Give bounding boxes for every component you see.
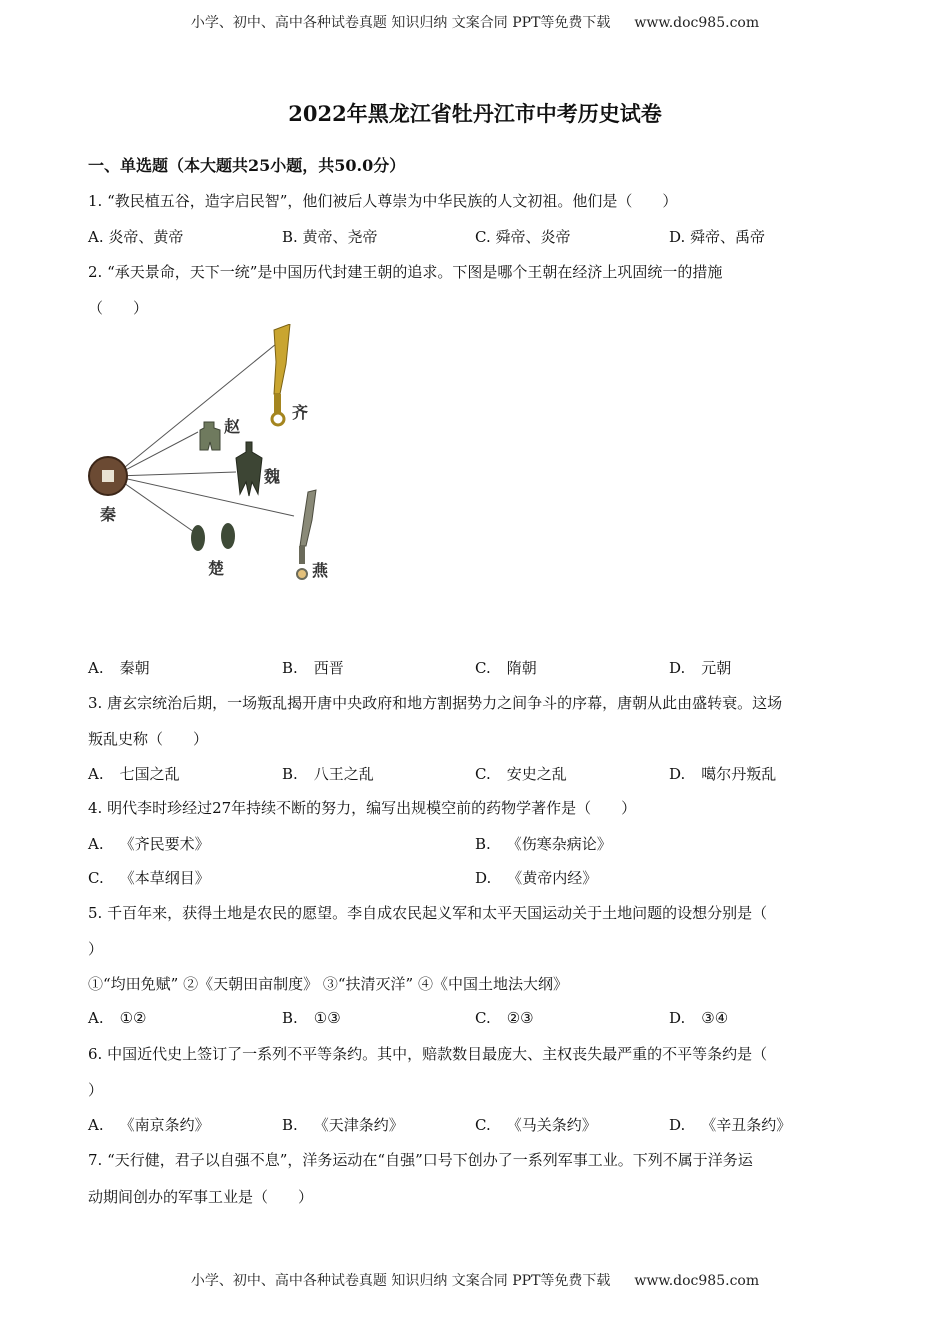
q7-stem-line2: 动期间创办的军事工业是（ ） — [88, 1188, 314, 1206]
label-zhao: 赵 — [224, 417, 241, 436]
q5-stem-line1: 5. 千百年来，获得土地是农民的愿望。李自成农民起义军和太平天国运动关于土地问题的设想分别是（ — [88, 904, 768, 922]
q6-stem-line2: ） — [88, 1081, 104, 1099]
q5-option-b: B. ①③ — [282, 1009, 341, 1027]
footer-text: 小学、初中、高中各种试卷真题 知识归纳 文案合同 PPT等免费下载 — [190, 1273, 611, 1289]
page-header — [0, 12, 950, 32]
q3-option-c: C. 安史之乱 — [475, 765, 567, 783]
q3-stem-line1: 3. 唐玄宗统治后期，一场叛乱揭开唐中央政府和地方割据势力之间争斗的序幕，唐朝从此由盛转衰。这场 — [88, 694, 783, 712]
q6-option-d: D. 《辛丑条约》 — [669, 1116, 792, 1134]
q6-option-a: A. 《南京条约》 — [88, 1116, 210, 1134]
label-wei: 魏 — [264, 467, 281, 486]
header-text: 小学、初中、高中各种试卷真题 知识归纳 文案合同 PPT等免费下载 — [190, 15, 611, 31]
q3-option-b: B. 八王之乱 — [282, 765, 374, 783]
q2-option-b: B. 西晋 — [282, 659, 344, 677]
warring-states-coins-figure — [86, 324, 346, 594]
exam-title: 2022年黑龙江省牡丹江市中考历史试卷 — [288, 101, 662, 126]
q2-stem-line1: 2. “承天景命，天下一统”是中国历代封建王朝的追求。下图是哪个王朝在经济上巩固统一的措施 — [88, 263, 723, 281]
q2-option-c: C. 隋朝 — [475, 659, 537, 677]
q2-stem-line2: （ ） — [88, 299, 149, 317]
q1-option-a: A. 炎帝、黄帝 — [88, 228, 184, 246]
label-qi: 齐 — [292, 403, 309, 422]
zhao-spade-coin — [200, 422, 220, 450]
section-heading: 一、单选题（本大题共25小题，共50.0分） — [88, 156, 406, 175]
page-footer — [0, 1270, 950, 1290]
qi-knife-coin — [272, 324, 290, 425]
q5-option-a: A. ①② — [88, 1009, 147, 1027]
chu-ant-nose-coins — [191, 523, 235, 551]
header-url[interactable]: www.doc985.com — [634, 15, 760, 31]
q2-option-a: A. 秦朝 — [88, 659, 150, 677]
q6-stem-line1: 6. 中国近代史上签订了一系列不平等条约。其中，赔款数目最庞大、主权丧失最严重的不平等条约是（ — [88, 1045, 768, 1063]
footer-url[interactable]: www.doc985.com — [634, 1273, 760, 1289]
q5-stem-line2: ） — [88, 940, 104, 958]
q4-option-d: D. 《黄帝内经》 — [475, 869, 598, 887]
q6-option-c: C. 《马关条约》 — [475, 1116, 597, 1134]
q5-option-c: C. ②③ — [475, 1009, 534, 1027]
q3-option-a: A. 七国之乱 — [88, 765, 180, 783]
q4-option-c: C. 《本草纲目》 — [88, 869, 210, 887]
q5-option-d: D. ③④ — [669, 1009, 729, 1027]
q1-option-b: B. 黄帝、尧帝 — [282, 228, 378, 246]
q5-items: ①“均田免赋” ②《天朝田亩制度》 ③“扶清灭洋” ④《中国土地法大纲》 — [88, 975, 568, 993]
q4-option-b: B. 《伤寒杂病论》 — [475, 835, 612, 853]
qin-round-coin — [89, 457, 127, 495]
label-yan: 燕 — [312, 561, 329, 580]
q4-stem: 4. 明代李时珍经过27年持续不断的努力，编写出规模空前的药物学著作是（ ） — [88, 799, 637, 817]
q3-stem-line2: 叛乱史称（ ） — [88, 730, 209, 748]
q1-option-c: C. 舜帝、炎帝 — [475, 228, 571, 246]
q1-option-d: D. 舜帝、禹帝 — [669, 228, 766, 246]
label-chu: 楚 — [208, 559, 225, 578]
q4-option-a: A. 《齐民要术》 — [88, 835, 210, 853]
q6-option-b: B. 《天津条约》 — [282, 1116, 404, 1134]
q2-option-d: D. 元朝 — [669, 659, 732, 677]
q7-stem-line1: 7. “天行健，君子以自强不息”，洋务运动在“自强”口号下创办了一系列军事工业。下列不属于洋务运 — [88, 1151, 753, 1169]
q3-option-d: D. 噶尔丹叛乱 — [669, 765, 777, 783]
wei-spade-coin — [236, 442, 262, 496]
label-qin: 秦 — [100, 505, 117, 524]
q1-stem: 1. “教民植五谷，造字启民智”，他们被后人尊崇为中华民族的人文初祖。他们是（ ） — [88, 192, 678, 210]
